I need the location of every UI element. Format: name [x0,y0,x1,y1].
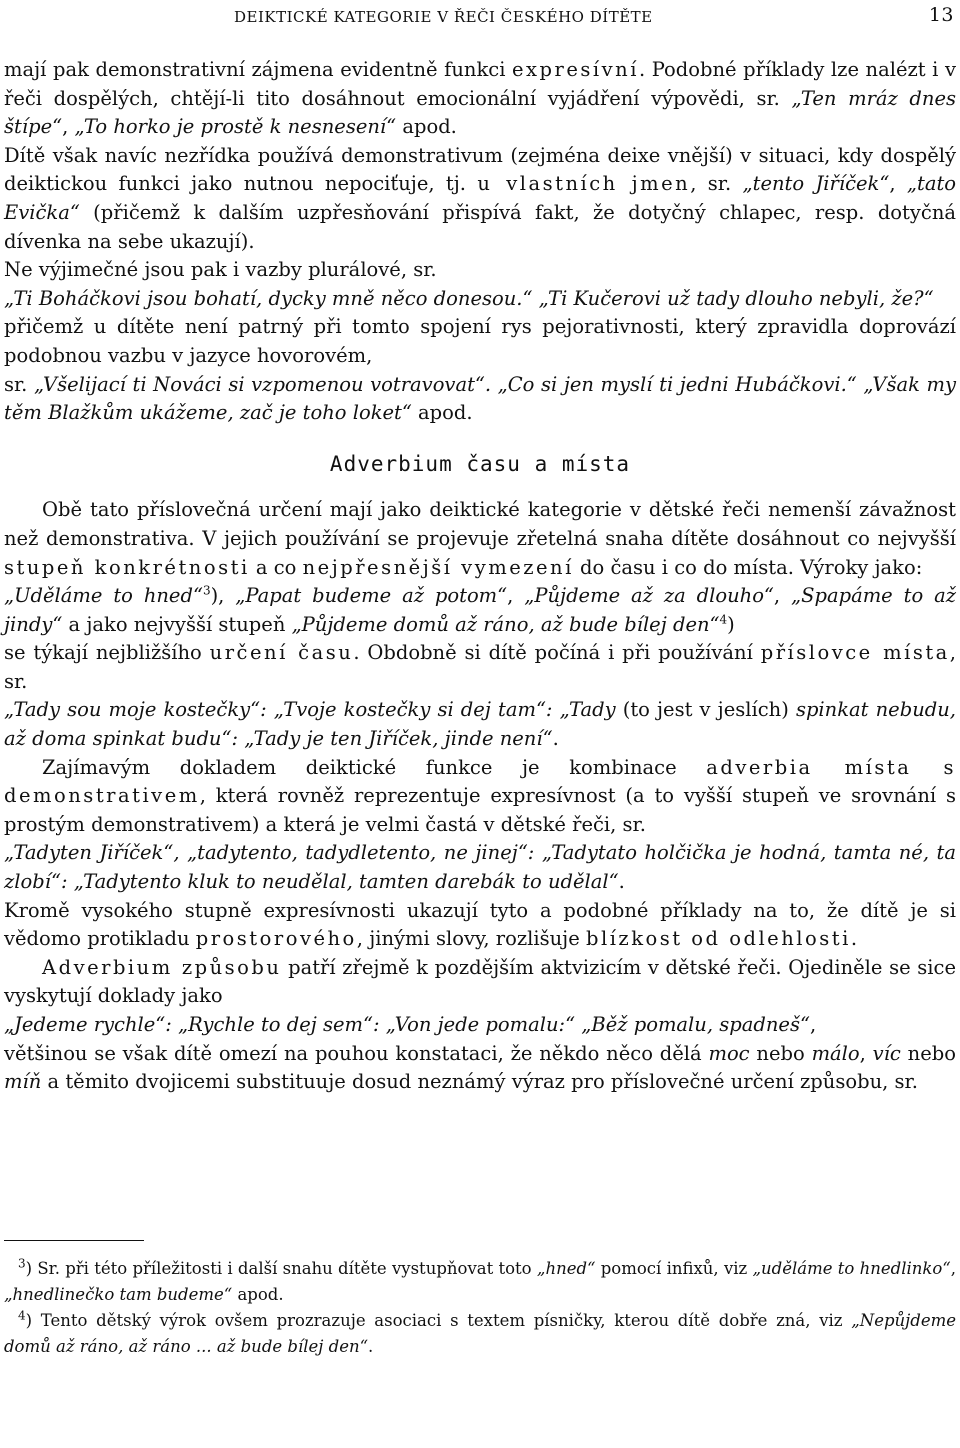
text: většinou se však dítě omezí na pouhou konstataci, že někdo něco dělá [4,1041,709,1065]
example-word: míň [4,1070,42,1094]
text: a těmito dvojicemi substituuje dosud neznámý výraz pro příslovečné určení způsobu, sr. [41,1070,918,1094]
spaced-text: nejpřesnější vymezení [302,555,574,579]
paragraph-1 [4,56,956,142]
text: sr. [4,372,34,396]
example: „Papat budeme až potom“ [235,584,508,608]
spaced-text: expresívní [512,58,639,81]
example: „Tadyten Jiříček“, „tadytento, tadydletento, ne jinej“: „Tadytato holčička je hodná, tamta né, ta zlobí“: „Tadytento kluk to neudělal, tamten darebák to udělal“ [4,841,956,894]
text: , [62,115,75,139]
text: . Obdobně si dítě počíná i při používání [353,641,761,665]
spaced-text: adverbia místa s demonstrativem [4,755,956,808]
text: apod. [396,115,457,139]
text: , [507,584,525,608]
section-heading: Adverbium času a místa [329,451,631,476]
text: . [618,870,625,894]
text: nebo [749,1041,812,1065]
footnote-ref: 4 [719,612,728,627]
text: . Podobné příklady lze nalézt i v řeči dospělých, chtějí-li tito dosáhnout emocionální vyjádření výpovědi, sr. [4,58,957,110]
footnote-ref: 3 [202,583,211,598]
footnote-4 [4,1308,956,1360]
text: , sr. [4,641,956,693]
example-block-5 [4,1011,956,1040]
text: . [850,927,858,951]
text: , [889,172,907,196]
page-number: 13 [928,4,954,26]
text: , [809,1013,817,1036]
text: ) Tento dětský výrok ovšem prozrazuje asociaci s textem písničky, kterou dítě dobře zná, viz [25,1311,852,1330]
example: „Všelijací ti Nováci si vzpomenou votravovat“. „Co si jen myslí ti jedni Hubáčkovi.“ „Však my těm Blažkům ukážeme, zač je toho loket“ [4,372,956,425]
text: , sr. [690,172,743,196]
example-word: málo [811,1041,860,1065]
example: „Ti Boháčkovi jsou bohatí, dycky mně něco donesou.“ „Ti Kučerovi už tady dlouho nebyli, že?“ [4,286,934,310]
text: ) [727,612,735,636]
example: „Nepůjdeme domů až ráno, až ráno ... až bude bílej den“ [4,1311,956,1356]
text: ) Sr. při této příležitosti i další snahu dítěte vystupňovat toto [25,1259,537,1278]
spaced-text: určení času [209,641,354,665]
paragraph-3b: přičemž u dítěte není patrný při tomto spojení rys pejorativnosti, který zpravidla doprovází podobnou vazbu v jazyce hovorovém, [4,315,956,367]
paragraph-10 [4,897,956,954]
example: „Jedeme rychle“: „Rychle to dej sem“: „Von jede pomalu:“ „Běž pomalu, spadneš“ [4,1013,810,1036]
text: do času i co do místa. Výroky jako: [573,555,923,579]
paragraph-8 [4,754,956,840]
example: „Ten mráz dnes štípe“ [4,86,956,139]
footnote-3 [4,1256,956,1308]
text: Obě tato příslovečná určení mají jako deiktické kategorie v dětské řeči nemenší závažnost než demonstrativa. V jejich používání se projevuje zřetelná snaha dítěte dosáhnout co nejvyšší [4,498,956,550]
example-block-2 [4,582,956,639]
text: ), [210,584,236,608]
text: (přičemž k dalším uzpřesňování přispívá fakt, že dotyčný chlapec, resp. dotyčná dívenka na sebe ukazují). [4,200,956,253]
spaced-text: Adverbium způsobu [42,955,282,979]
body-text [4,56,956,1097]
text: Zajímavým dokladem deiktické funkce je kombinace [42,755,707,779]
text: Dítě však navíc nezřídka používá demonstrativum (zejména deixe vnější) v situaci, kdy dospělý deiktickou funkci jako nutnou nepociťuje, tj. [4,143,956,196]
text: se týkají nejbližšího [4,641,210,665]
text: patří zřejmě k pozdějším aktvizicím v dětské řeči. Ojediněle se sice vyskytují doklady jako [4,955,956,1008]
paragraph-3: Ne výjimečné jsou pak i vazby plurálové, sr. [4,258,437,282]
text: mají pak demonstrativní zájmena evidentně funkci [4,58,512,81]
example-word: moc [708,1041,750,1065]
footnote-divider [4,1240,144,1241]
example: „Tady sou moje kostečky“: „Tvoje kostečky si dej tam“: „Tady [4,698,616,722]
example: „Spapáme to až jindy“ [4,584,956,636]
text: apod. [411,401,473,425]
spaced-text: stupeň konkrétnosti [4,555,250,579]
text: , jinými slovy, rozlišuje [356,927,586,951]
example-block-3 [4,696,956,753]
text: , [950,1259,956,1278]
text: Kromě vysokého stupně expresívnosti ukazují tyto a podobné příklady na to, že dítě je si vědomo protikladu [4,898,956,951]
running-title: DEIKTICKÉ KATEGORIE V ŘEČI ČESKÉHO DÍTĚTE [234,8,653,26]
paragraph-2 [4,142,956,256]
example: „hnedlinečko tam budeme“ [4,1285,233,1304]
example: „Půjdeme až za dlouho“ [524,584,774,608]
text: nebo [900,1041,956,1065]
text: . [368,1337,374,1356]
example-word: víc [872,1041,901,1065]
example: „hned“ [536,1259,596,1278]
footnote-number: 3 [18,1256,26,1271]
spaced-text: prostorového [195,927,357,951]
spaced-text: příslovce místa [760,641,950,665]
paragraph-13 [4,1040,956,1097]
text: a co [249,555,303,579]
spaced-text: blízkost od odlehlosti [585,927,851,951]
example: „tento Jiříček“ [742,172,890,196]
page-header [6,4,954,32]
example: „tato Evička“ [4,172,957,224]
text: (to jest v jeslích) [615,698,796,722]
text: , [859,1041,873,1065]
example-block-4 [4,839,956,896]
text: . [552,727,559,751]
text: , která rovněž reprezentuje expresívnost (a to vyšší stupeň ve srovnání s prostým demonstrativem) a která je velmi častá v dětské řeči, sr. [4,784,956,836]
footnote-number: 4 [18,1308,26,1323]
example: „To horko je prostě k nesnesení“ [74,115,397,139]
example: „Půjdeme domů až ráno, až bude bílej den“ [291,612,720,636]
paragraph-6 [4,639,956,696]
example: „Uděláme to hned“ [4,584,203,608]
paragraph-3c [4,371,956,428]
footnotes [4,1256,956,1360]
example-block-1 [4,285,956,314]
example: „uděláme to hnedlinko“ [752,1259,951,1278]
text: a jako nejvyšší stupeň [62,612,292,636]
text: apod. [232,1285,284,1304]
spaced-text: u vlastních jmen [477,172,691,196]
paragraph-4 [4,496,956,582]
example: spinkat nebudu, až doma spinkat budu“: „Tady je ten Jiříček, jinde není“ [4,698,956,751]
paragraph-11 [4,954,956,1011]
text: , [773,584,792,608]
text: pomocí infixů, viz [595,1259,753,1278]
